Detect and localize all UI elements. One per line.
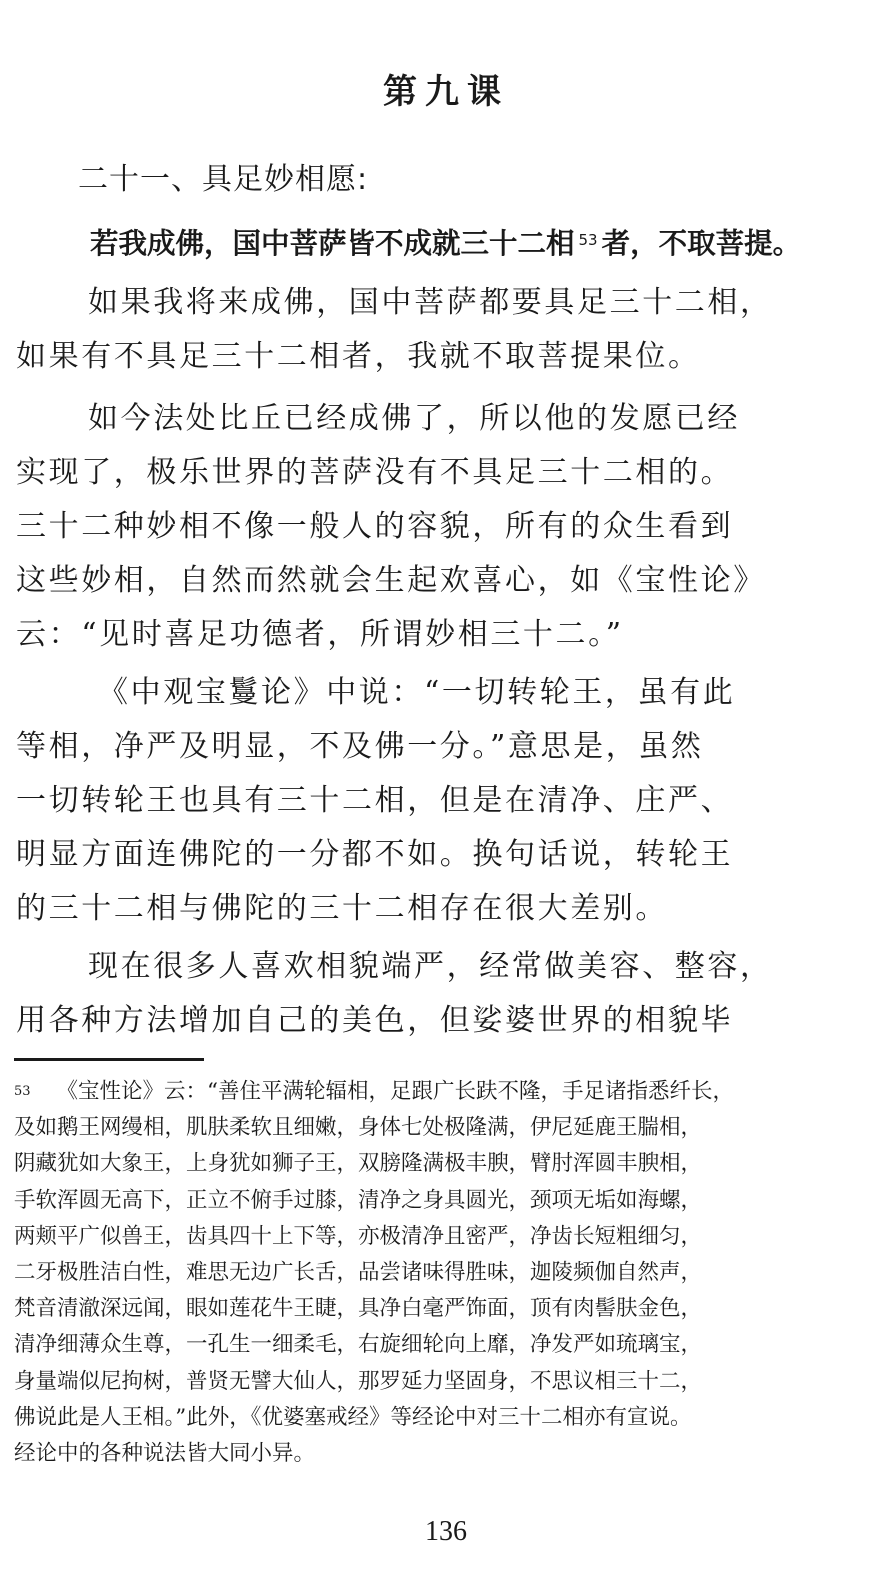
footnote-line: 手软浑圆无高下，正立不俯手过膝，清净之身具圆光，颈项无垢如海螺， (14, 1187, 703, 1213)
footnote-reference[interactable]: 53 (578, 231, 598, 249)
footnote-divider (14, 1058, 204, 1061)
footnote-line: 清净细薄众生尊，一孔生一细柔毛，右旋细轮向上靡，净发严如琉璃宝， (14, 1332, 703, 1358)
text-line: 实现了，极乐世界的菩萨没有不具足三十二相的。 (16, 455, 734, 490)
text-line: 如果我将来成佛，国中菩萨都要具足三十二相， (88, 285, 773, 320)
paragraph-fulfilled (16, 392, 874, 662)
footnote-line: 身量端似尼拘树，普贤无譬大仙人，那罗延力坚固身，不思议相三十二， (14, 1368, 703, 1394)
footnote-line (14, 1074, 880, 1110)
footnote-line: 经论中的各种说法皆大同小异。 (14, 1441, 316, 1467)
paragraph-wheel-king (16, 666, 874, 936)
text-line: 这些妙相，自然而然就会生起欢喜心，如《宝性论》 (16, 563, 766, 598)
paragraph-explanation (16, 276, 874, 384)
footnote-text: 《宝性论》云：“善住平满轮辐相，足跟广长趺不隆，手足诸指悉纤长， (56, 1079, 735, 1104)
footnote-number: 53 (14, 1084, 31, 1099)
text-line: 如果有不具足三十二相者，我就不取菩提果位。 (16, 339, 701, 374)
footnote (14, 1074, 880, 1472)
page-number: 136 (425, 1516, 467, 1547)
paragraph-appearance (16, 940, 874, 1048)
text-line: 《中观宝鬘论》中说：“一切转轮王，虽有此 (98, 675, 736, 710)
sutra-text-before: 若我成佛，国中菩萨皆不成就三十二相 (90, 227, 575, 260)
vow-heading: 二十一、具足妙相愿: (78, 162, 369, 197)
text-line: 等相，净严及明显，不及佛一分。”意思是，虽然 (16, 729, 704, 764)
text-line: 三十二种妙相不像一般人的容貌，所有的众生看到 (16, 509, 734, 544)
text-line: 一切转轮王也具有三十二相，但是在清净、庄严、 (16, 783, 734, 818)
text-line: 云：“见时喜足功德者，所谓妙相三十二。” (16, 617, 624, 652)
text-line: 用各种方法增加自己的美色，但娑婆世界的相貌毕 (16, 1003, 734, 1038)
text-line: 如今法处比丘已经成佛了，所以他的发愿已经 (88, 401, 740, 436)
text-line: 明显方面连佛陀的一分都不如。换句话说，转轮王 (16, 837, 734, 872)
sutra-text-after: 者，不取菩提。 (601, 227, 802, 260)
footnote-line: 阴藏犹如大象王，上身犹如狮子王，双膀隆满极丰腴，臂肘浑圆丰腴相， (14, 1151, 703, 1177)
footnote-line: 佛说此是人王相。”此外，《优婆塞戒经》等经论中对三十二相亦有宣说。 (14, 1404, 692, 1430)
sutra-quote (90, 224, 880, 264)
footnote-line: 梵音清澈深远闻，眼如莲花牛王睫，具净白毫严饰面，顶有肉髻肤金色， (14, 1296, 703, 1322)
text-line: 的三十二相与佛陀的三十二相存在很大差别。 (16, 891, 668, 926)
text-line: 现在很多人喜欢相貌端严，经常做美容、整容， (88, 949, 773, 984)
footnote-line: 及如鹅王网缦相，肌肤柔软且细嫩，身体七处极隆满，伊尼延鹿王腨相， (14, 1115, 703, 1141)
footnote-line: 两颊平广似兽王，齿具四十上下等，亦极清净且密严，净齿长短粗细匀， (14, 1223, 703, 1249)
lesson-title: 第九课 (383, 72, 509, 112)
footnote-line: 二牙极胜洁白性，难思无边广长舌，品尝诸味得胜味，迦陵频伽自然声， (14, 1260, 703, 1286)
